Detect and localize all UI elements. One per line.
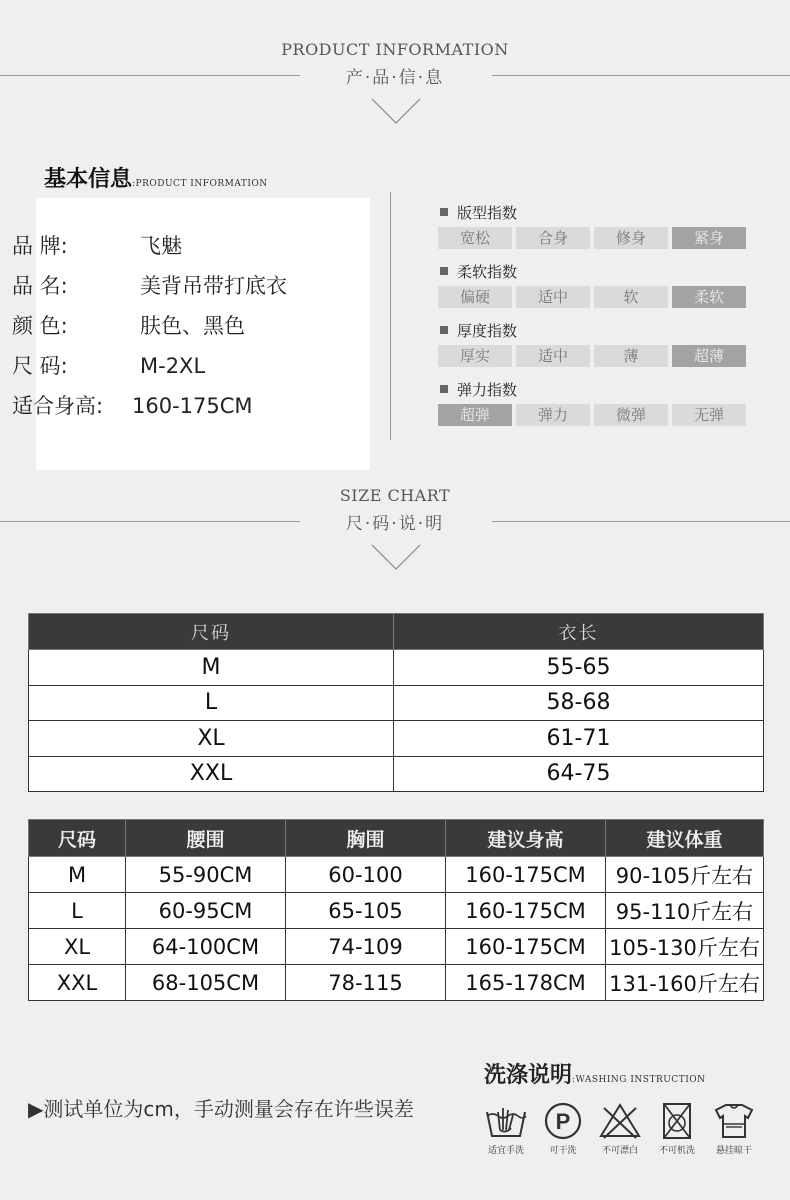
no-machine-wash-icon	[655, 1102, 699, 1140]
table-cell: XL	[29, 721, 394, 757]
index-option-selected: 超薄	[672, 345, 746, 367]
wash-label: 不可漂白	[601, 1146, 638, 1156]
wash-label: 适宜手洗	[487, 1146, 524, 1156]
table-header: 建议身高	[446, 820, 606, 857]
product-info-title-cn: 产·品·信·息	[345, 68, 445, 88]
table-header: 衣长	[394, 614, 764, 650]
washing-title: 洗涤说明:WASHING INSTRUCTION	[484, 1062, 706, 1088]
index-option-selected: 紧身	[672, 227, 746, 249]
table-cell: 68-105CM	[126, 965, 286, 1001]
index-option: 薄	[594, 345, 668, 367]
elasticity-index-label: 弹力指数	[440, 379, 517, 400]
wash-item-hand	[478, 1102, 534, 1156]
table-cell: 160-175CM	[446, 857, 606, 893]
basic-info-title: 基本信息:PRODUCT INFORMATION	[44, 166, 268, 192]
info-row-size: 尺 码: M-2XL	[12, 354, 206, 378]
index-option-selected: 柔软	[672, 286, 746, 308]
table-cell: 105-130斤左右	[606, 929, 764, 965]
thickness-index-label: 厚度指数	[440, 320, 517, 341]
table-cell: 95-110斤左右	[606, 893, 764, 929]
wash-label: 可干洗	[549, 1146, 577, 1156]
table-cell: L	[29, 685, 394, 721]
index-option: 软	[594, 286, 668, 308]
table-cell: 78-115	[286, 965, 446, 1001]
index-option: 无弹	[672, 404, 746, 426]
table-cell: 61-71	[394, 721, 764, 757]
table-header: 尺码	[29, 614, 394, 650]
table-cell: 160-175CM	[446, 929, 606, 965]
wash-label: 悬挂晾干	[715, 1146, 752, 1156]
table-header-row	[29, 614, 764, 650]
index-option: 弹力	[516, 404, 590, 426]
index-option: 适中	[516, 345, 590, 367]
info-row-color: 颜 色: 肤色、黑色	[12, 314, 245, 338]
table-cell: 58-68	[394, 685, 764, 721]
header-rule-right	[492, 75, 790, 76]
table-cell: 55-65	[394, 650, 764, 686]
fit-index-scale	[438, 227, 746, 249]
header-rule-left	[0, 521, 300, 522]
table-row	[29, 756, 764, 792]
table-row	[29, 685, 764, 721]
table-cell: XXL	[29, 965, 126, 1001]
table-row	[29, 929, 764, 965]
index-option-selected: 超弹	[438, 404, 512, 426]
product-info-header	[0, 40, 790, 88]
svg-text:P: P	[555, 1109, 571, 1134]
table-cell: 90-105斤左右	[606, 857, 764, 893]
size-chart-title-en: SIZE CHART	[339, 486, 451, 505]
no-bleach-icon	[598, 1102, 642, 1140]
table-cell: 165-178CM	[446, 965, 606, 1001]
thickness-index-scale	[438, 345, 746, 367]
hand-wash-icon	[484, 1102, 528, 1140]
table-cell: 64-75	[394, 756, 764, 792]
wash-item-nobleach	[592, 1102, 648, 1156]
wash-item-dryclean	[535, 1102, 591, 1156]
table-cell: 64-100CM	[126, 929, 286, 965]
softness-index-scale	[438, 286, 746, 308]
table-cell: XL	[29, 929, 126, 965]
size-chart-header	[0, 486, 790, 534]
info-row-brand: 品 牌: 飞魅	[12, 234, 182, 258]
dry-clean-icon	[541, 1102, 585, 1140]
chevron-down-icon	[370, 97, 422, 125]
index-option: 微弹	[594, 404, 668, 426]
table-header: 尺码	[29, 820, 126, 857]
table-row	[29, 893, 764, 929]
table-cell: 60-100	[286, 857, 446, 893]
elasticity-index-scale	[438, 404, 746, 426]
index-option: 合身	[516, 227, 590, 249]
table-cell: 65-105	[286, 893, 446, 929]
table-cell: 55-90CM	[126, 857, 286, 893]
wash-item-hangdry	[706, 1102, 762, 1156]
table-row	[29, 721, 764, 757]
header-rule-right	[492, 521, 790, 522]
wash-item-nomachine	[649, 1102, 705, 1156]
table-cell: 74-109	[286, 929, 446, 965]
table-cell: 160-175CM	[446, 893, 606, 929]
table-cell: XXL	[29, 756, 394, 792]
table-row	[29, 965, 764, 1001]
table-header: 腰围	[126, 820, 286, 857]
softness-index-label: 柔软指数	[440, 261, 517, 282]
table-cell: 131-160斤左右	[606, 965, 764, 1001]
table-row	[29, 650, 764, 686]
length-table	[28, 613, 764, 792]
measurement-note: ▶测试单位为cm，手动测量会存在许些误差	[28, 1097, 414, 1121]
index-option: 宽松	[438, 227, 512, 249]
table-cell: 60-95CM	[126, 893, 286, 929]
info-row-height: 适合身高: 160-175CM	[12, 394, 253, 418]
table-header-row	[29, 820, 764, 857]
header-rule-left	[0, 75, 300, 76]
index-option: 修身	[594, 227, 668, 249]
index-option: 适中	[516, 286, 590, 308]
info-divider	[390, 192, 391, 440]
index-option: 偏硬	[438, 286, 512, 308]
table-header: 胸围	[286, 820, 446, 857]
table-cell: L	[29, 893, 126, 929]
measurement-table	[28, 819, 764, 1001]
hang-dry-icon	[712, 1102, 756, 1140]
fit-index-label: 版型指数	[440, 202, 517, 223]
product-info-title-en: PRODUCT INFORMATION	[281, 40, 509, 59]
table-row	[29, 857, 764, 893]
wash-label: 不可机洗	[658, 1146, 695, 1156]
table-cell: M	[29, 857, 126, 893]
info-row-name: 品 名: 美背吊带打底衣	[12, 274, 287, 298]
index-option: 厚实	[438, 345, 512, 367]
table-cell: M	[29, 650, 394, 686]
size-chart-title-cn: 尺·码·说·明	[345, 514, 445, 534]
chevron-down-icon	[370, 543, 422, 571]
table-header: 建议体重	[606, 820, 764, 857]
